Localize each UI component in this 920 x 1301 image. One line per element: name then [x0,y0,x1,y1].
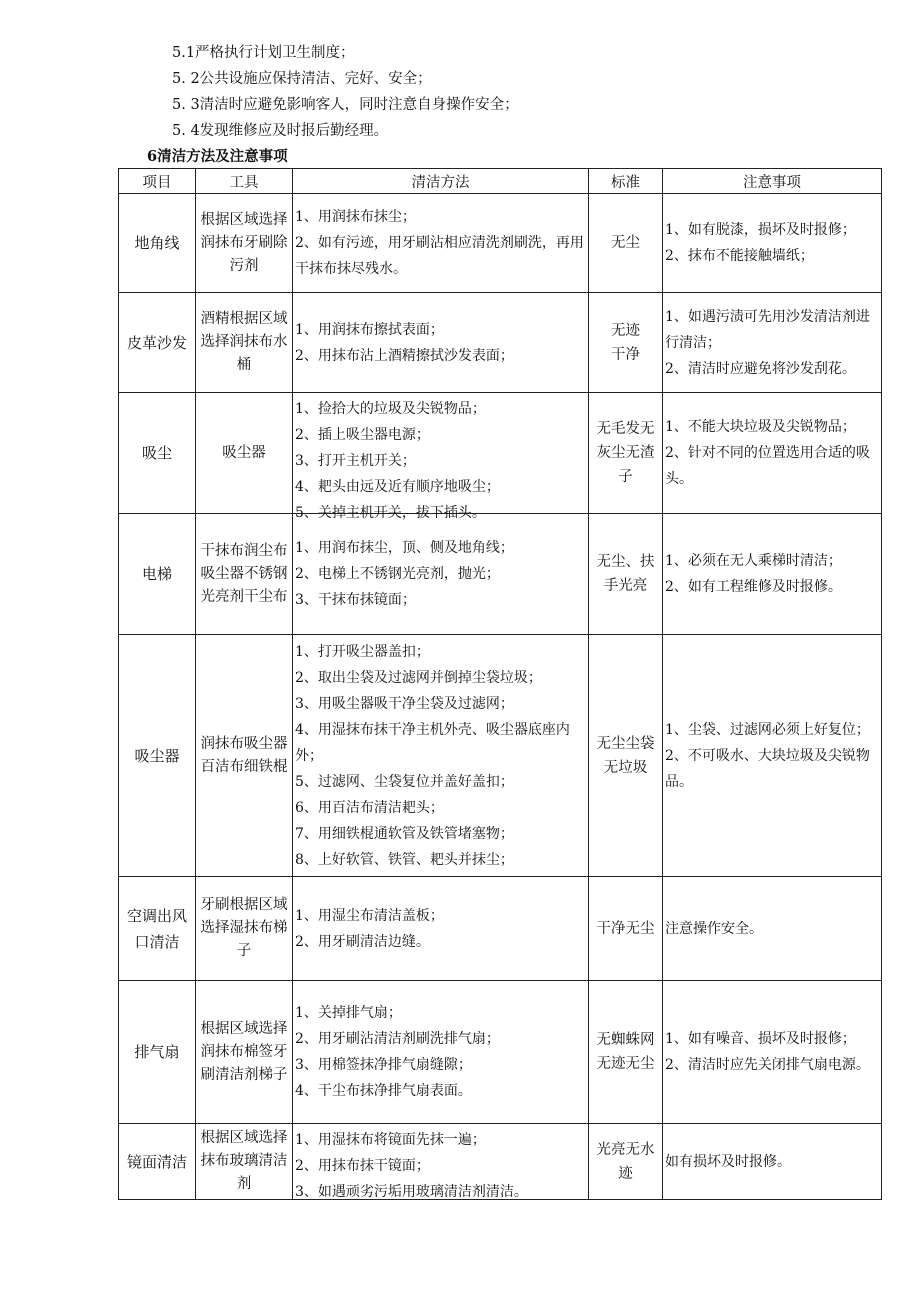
table-row [119,635,882,877]
method-step: 4、干尘布抹净排气扇表面。 [295,1083,472,1099]
method-step: 1、用湿抹布将镜面先抹一遍； [295,1131,486,1148]
header-method: 清洁方法 [293,169,589,194]
intro-line: 5.1严格执行计划卫生制度； [172,45,355,61]
note-item: 2、不可吸水、大块垃圾及尖锐物品。 [665,747,870,790]
method-step: 1、关掉排气扇； [295,1005,402,1021]
table-row [119,877,882,981]
table-row [119,514,882,635]
method-step: 4、用湿抹布抹干净主机外壳、吸尘器底座内外； [295,721,570,764]
cleaning-table [118,168,882,1200]
row-notes [663,635,882,877]
row-standard: 无蜘蛛网无迹无尘 [589,981,663,1124]
row-standard: 无尘尘袋无垃圾 [589,635,663,877]
method-step: 3、打开主机开关； [295,452,416,469]
table-row [119,981,882,1124]
method-step: 1、用润抹布抹尘； [295,209,416,225]
section-title: 6清洁方法及注意事项 [147,148,288,165]
method-step: 3、干抹布抹镜面； [295,592,416,608]
table-row [119,293,882,393]
method-step: 2、电梯上不锈钢光亮剂，抛光； [295,566,500,582]
method-step: 2、插上吸尘器电源； [295,426,430,443]
row-item: 吸尘器 [119,635,196,877]
method-step: 3、如遇顽劣污垢用玻璃清洁剂清洁。 [295,1183,528,1200]
method-step: 5、关掉主机开关，拔下插头。 [295,504,486,521]
method-step: 7、用细铁棍通软管及铁管堵塞物； [295,825,514,842]
method-step: 6、用百洁布清洁耙头； [295,799,444,816]
note-item: 1、如遇污渍可先用沙发清洁剂进行清洁； [665,308,870,351]
row-tools: 酒精根据区域选择润抹布水桶 [196,293,293,393]
row-method [293,194,589,293]
row-standard: 无迹 干净 [589,293,663,393]
method-step: 1、捡拾大的垃圾及尖锐物品； [295,400,486,417]
note-item: 1、如有噪音、损坏及时报修； [665,1031,856,1047]
table-header-row [119,169,882,194]
header-standard: 标准 [589,169,663,194]
row-tools: 干抹布润尘布吸尘器不锈钢光亮剂干尘布 [196,514,293,635]
row-tools: 根据区域选择润抹布棉签牙刷清洁剂梯子 [196,981,293,1124]
row-method [293,877,589,981]
table-row [119,1124,882,1200]
intro-line: 5. 2公共设施应保持清洁、完好、安全； [172,71,432,87]
note-item: 2、抹布不能接触墙纸； [665,248,814,264]
method-step: 2、如有污迹，用牙刷沾相应清洗剂刷洗，再用干抹布抹尽残水。 [295,235,584,277]
note-item: 2、针对不同的位置选用合适的吸头。 [665,445,870,487]
row-tools: 吸尘器 [196,393,293,514]
intro-line: 5. 4发现维修应及时报后勤经理。 [172,123,389,139]
intro-list [172,40,519,144]
row-notes [663,393,882,514]
note-item: 1、不能大块垃圾及尖锐物品； [665,419,856,435]
row-standard: 无尘 [589,194,663,293]
method-step: 2、取出尘袋及过滤网并倒掉尘袋垃圾； [295,669,542,686]
row-notes [663,514,882,635]
row-method [293,393,589,521]
row-notes [663,1124,882,1200]
row-item: 空调出风口清洁 [119,877,196,981]
method-step: 2、用抹布抹干镜面； [295,1157,430,1174]
note-item: 1、必须在无人乘梯时清洁； [665,553,842,569]
row-item: 吸尘 [119,393,196,514]
row-item: 地角线 [119,194,196,293]
method-step: 8、上好软管、铁管、耙头并抹尘； [295,851,514,868]
row-tools: 润抹布吸尘器百洁布细铁棍 [196,635,293,877]
row-method [293,635,589,877]
note-item: 1、尘袋、过滤网必须上好复位； [665,721,870,738]
method-step: 4、耙头由远及近有顺序地吸尘； [295,478,500,495]
row-method [293,514,589,635]
intro-line: 5. 3清洁时应避免影响客人，同时注意自身操作安全； [172,97,519,113]
method-step: 1、打开吸尘器盖扣； [295,643,430,660]
row-method [293,1124,589,1200]
method-step: 2、用牙刷沾清洁剂刷洗排气扇； [295,1031,500,1047]
note-item: 2、如有工程维修及时报修。 [665,579,842,595]
note-item: 2、清洁时应先关闭排气扇电源。 [665,1057,870,1073]
row-standard: 光亮无水迹 [589,1124,663,1200]
header-notes: 注意事项 [663,169,882,194]
row-standard: 无毛发无灰尘无渣子 [589,393,663,514]
table-row [119,194,882,293]
row-tools: 根据区域选择抹布玻璃清洁剂 [196,1124,293,1200]
row-notes [663,981,882,1124]
header-tools: 工具 [196,169,293,194]
method-step: 5、过滤网、尘袋复位并盖好盖扣； [295,773,514,790]
method-step: 1、用润布抹尘，顶、侧及地角线； [295,540,514,556]
row-item: 皮革沙发 [119,293,196,393]
table-row [119,393,882,514]
note-item: 如有损坏及时报修。 [665,1153,791,1170]
method-step: 3、用棉签抹净排气扇缝隙； [295,1057,472,1073]
method-step: 1、用湿尘布清洁盖板； [295,907,444,924]
note-item: 注意操作安全。 [665,920,763,937]
row-standard: 干净无尘 [589,877,663,981]
row-item: 排气扇 [119,981,196,1124]
row-method [293,981,589,1124]
row-method [293,293,589,393]
method-step: 2、用抹布沾上酒精擦拭沙发表面； [295,347,514,364]
method-step: 2、用牙刷清洁边缝。 [295,933,430,950]
row-item: 镜面清洁 [119,1124,196,1200]
row-notes [663,194,882,293]
note-item: 1、如有脱漆，损坏及时报修； [665,222,856,238]
row-tools: 根据区域选择润抹布牙刷除污剂 [196,194,293,293]
note-item: 2、清洁时应避免将沙发刮花。 [665,360,856,377]
method-step: 3、用吸尘器吸干净尘袋及过滤网； [295,695,514,712]
row-notes [663,293,882,393]
row-standard: 无尘、扶手光亮 [589,514,663,635]
header-item: 项目 [119,169,196,194]
method-step: 1、用润抹布擦拭表面； [295,321,444,338]
row-notes [663,877,882,981]
row-item: 电梯 [119,514,196,635]
row-tools: 牙刷根据区域选择湿抹布梯子 [196,877,293,981]
